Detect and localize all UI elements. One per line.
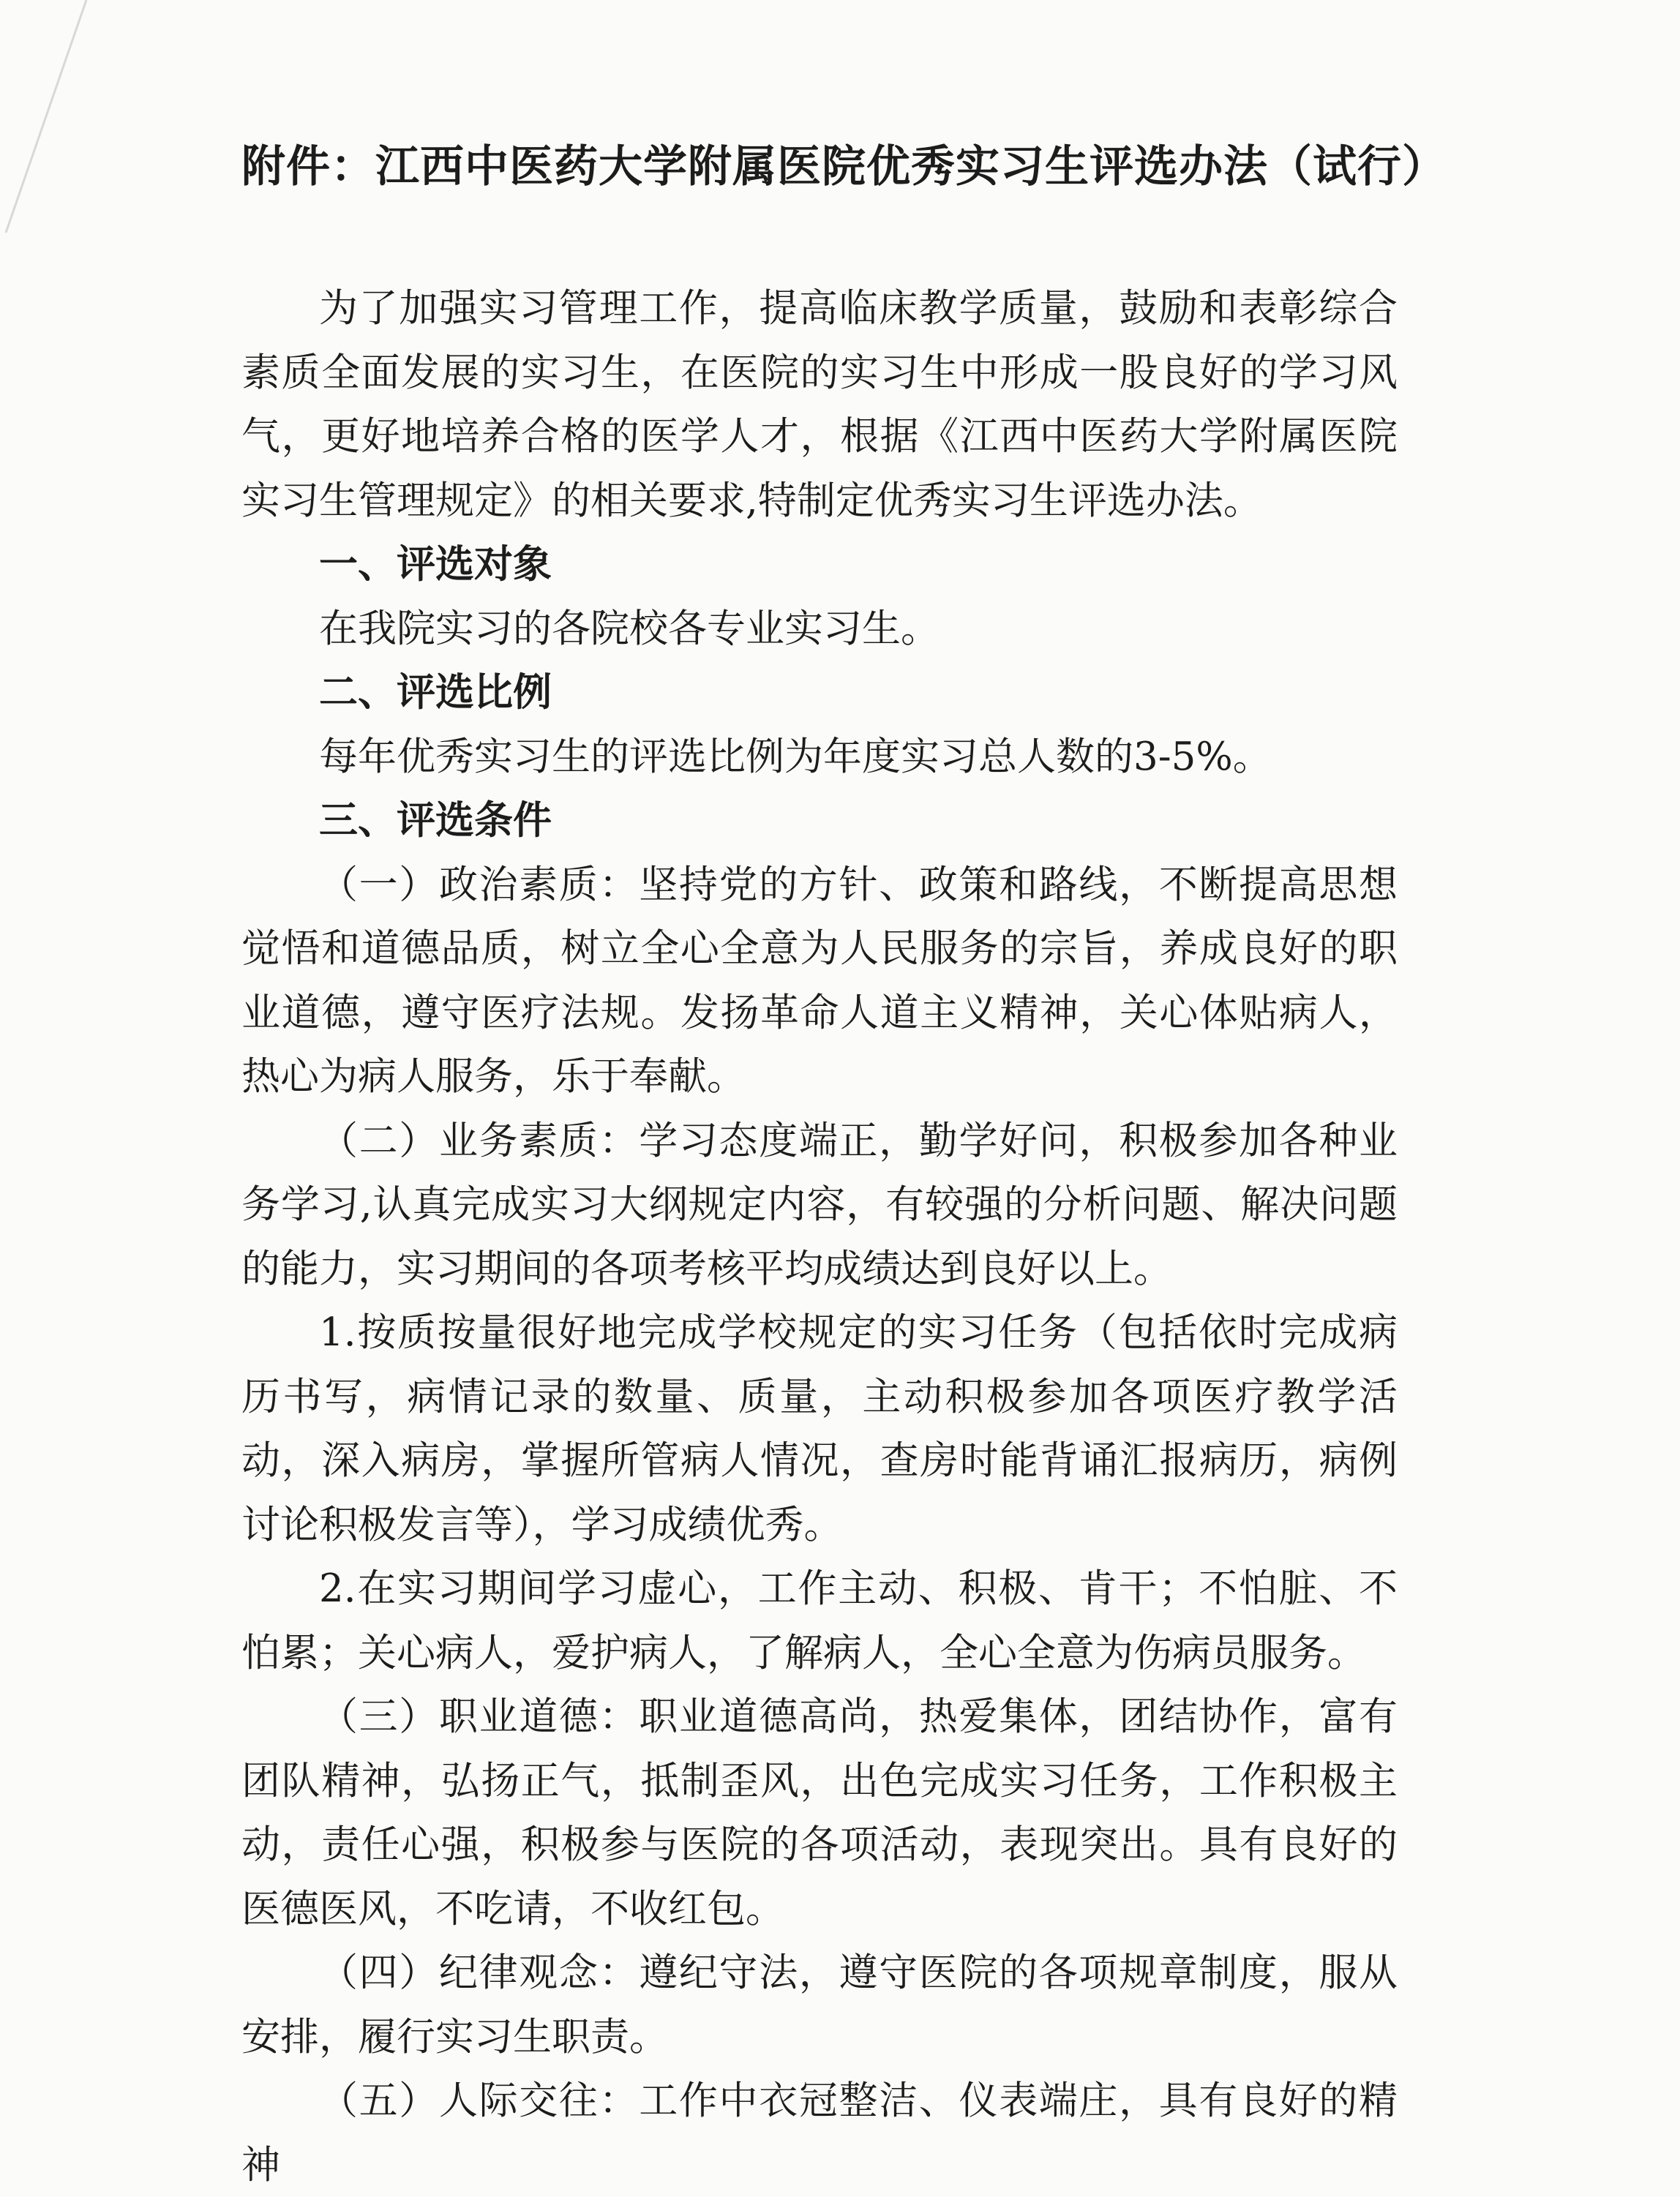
section-heading-subject: 一、评选对象	[319, 541, 552, 587]
subject-paragraph: 在我院实习的各院校各专业实习生。	[319, 606, 940, 651]
criteria-item-1-paragraph: 1.按质按量很好地完成学校规定的实习任务（包括依时完成病历书写，病情记录的数量、质量，主动积极参加各项医疗教学活动，深入病房，掌握所管病人情况，查房时能背诵汇报病历，病例讨论积极发言等），学习成绩优秀。	[241, 1310, 1398, 1547]
criteria-professional-paragraph: （二）业务素质：学习态度端正，勤学好问，积极参加各种业务学习,认真完成实习大纲规定内容，有较强的分析问题、解决问题的能力，实习期间的各项考核平均成绩达到良好以上。	[241, 1118, 1398, 1291]
criteria-discipline-paragraph: （四）纪律观念：遵纪守法，遵守医院的各项规章制度，服从安排，履行实习生职责。	[241, 1950, 1398, 2059]
section-heading-criteria: 三、评选条件	[319, 797, 552, 843]
criteria-political-paragraph: （一）政治素质：坚持党的方针、政策和路线，不断提高思想觉悟和道德品质，树立全心全意为人民服务的宗旨，养成良好的职业道德，遵守医疗法规。发扬革命人道主义精神，关心体贴病人，热心为病人服务，乐于奉献。	[241, 862, 1398, 1099]
criteria-item-2-paragraph: 2.在实习期间学习虚心，工作主动、积极、肯干；不怕脏、不怕累；关心病人，爱护病人，了解病人，全心全意为伤病员服务。	[241, 1566, 1398, 1675]
document-body	[241, 277, 1398, 2197]
criteria-ethics-paragraph: （三）职业道德：职业道德高尚，热爱集体，团结协作，富有团队精神，弘扬正气，抵制歪风，出色完成实习任务，工作积极主动，责任心强，积极参与医院的各项活动，表现突出。具有良好的医德医风，不吃请，不收红包。	[241, 1694, 1398, 1931]
section-heading-ratio: 二、评选比例	[319, 669, 552, 715]
scan-edge-mark	[0, 0, 102, 241]
ratio-paragraph: 每年优秀实习生的评选比例为年度实习总人数的3-5%。	[319, 734, 1272, 779]
page-title: 附件：江西中医药大学附属医院优秀实习生评选办法（试行）	[241, 141, 1447, 192]
criteria-interpersonal-paragraph: （五）人际交往：工作中衣冠整洁、仪表端庄，具有良好的精神	[241, 2078, 1398, 2187]
intro-paragraph: 为了加强实习管理工作，提高临床教学质量，鼓励和表彰综合素质全面发展的实习生，在医院的实习生中形成一股良好的学习风气，更好地培养合格的医学人才，根据《江西中医药大学附属医院实习生管理规定》的相关要求,特制定优秀实习生评选办法。	[241, 286, 1398, 523]
